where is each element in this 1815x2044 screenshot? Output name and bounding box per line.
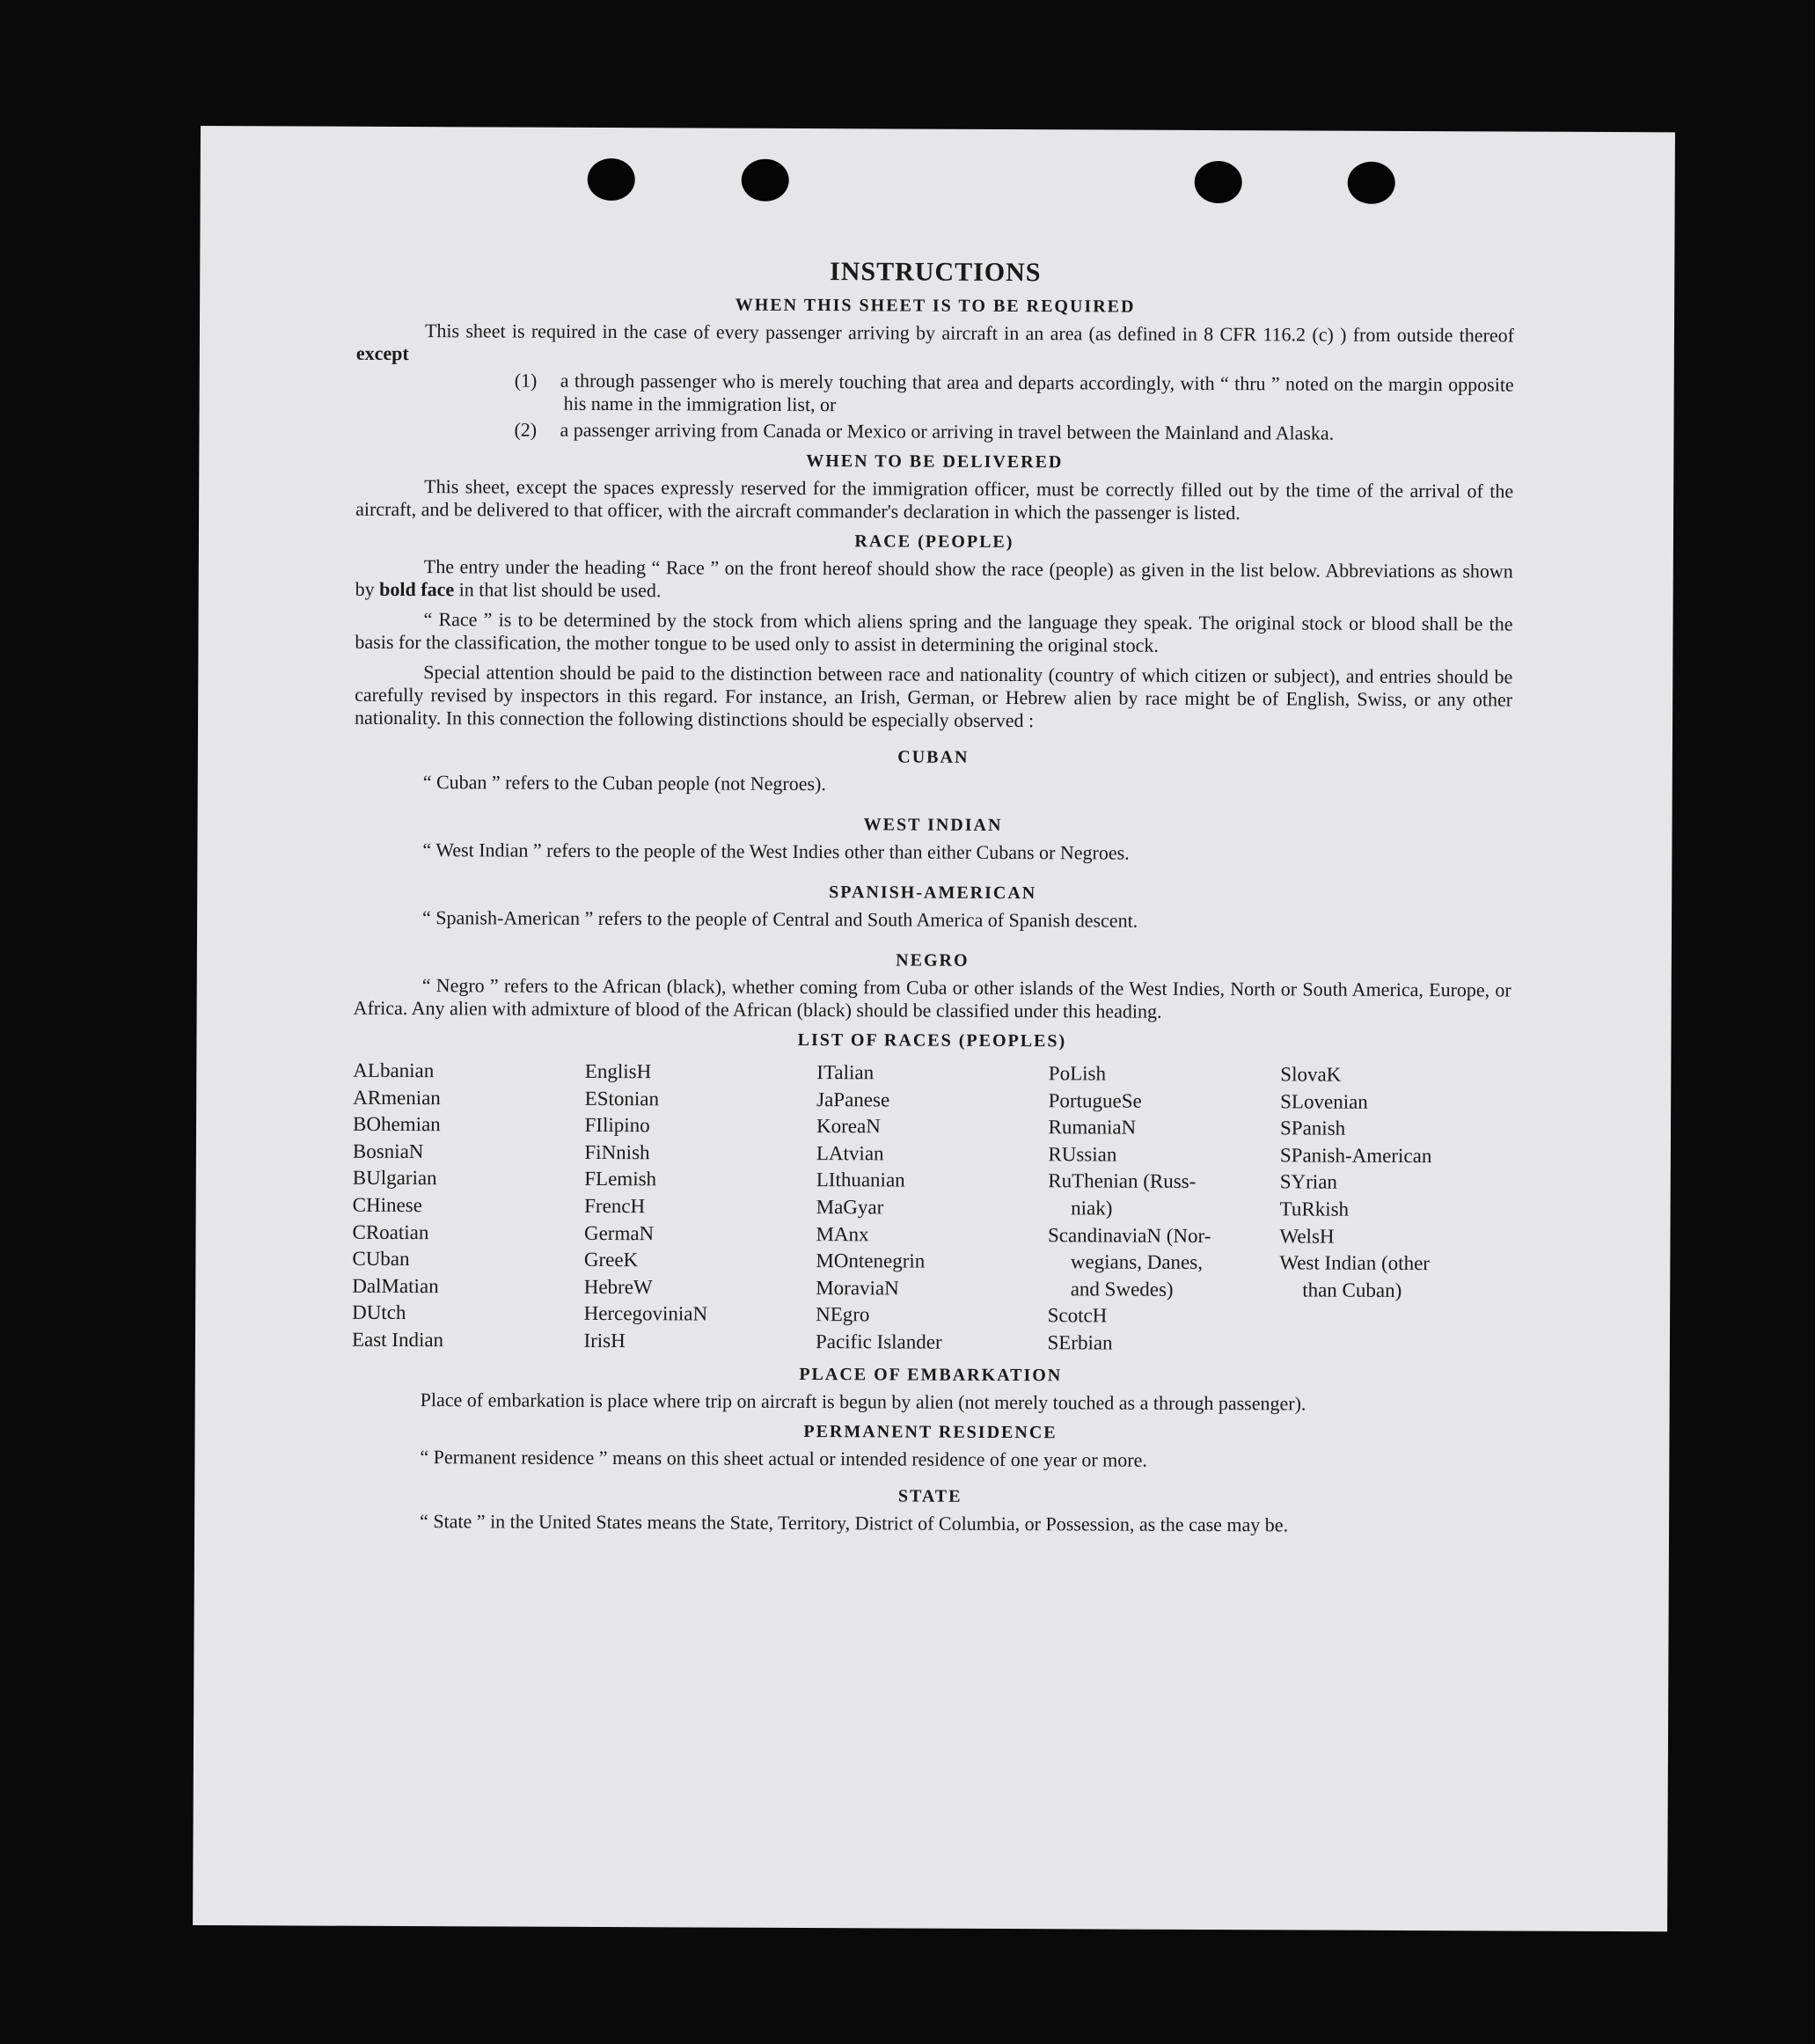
race-entry: SErbian xyxy=(1047,1331,1113,1354)
race-entry: EStonian xyxy=(584,1087,660,1110)
race-paragraph-3: Special attention should be paid to the distinction between race and nationality (country of which citizen or subject), and entries should be carefully revised by inspectors in this regard. For instance, an Irish, German, or Hebrew alien by race might be of English, Swiss, or any other nationality. In this connection the following distinctions should be especially observed : xyxy=(355,661,1513,732)
race-entry: BUlgarian xyxy=(352,1167,437,1190)
punch-hole xyxy=(588,158,635,201)
race-entry: LIthuanian xyxy=(816,1169,905,1191)
negro-text: “ Negro ” refers to the African (black), whether coming from Cuba or other islands of the West Indies, North or South America, Europe, or Africa. Any alien with admixture of blood of the African (black) should be classified under this heading. xyxy=(353,974,1511,1022)
heading-negro: NEGRO xyxy=(896,950,970,971)
race-entry: NEgro xyxy=(816,1303,870,1326)
race-entry-continued: and Swedes) xyxy=(1070,1278,1174,1300)
heading-race: RACE (PEOPLE) xyxy=(854,531,1014,553)
race-entry: GermaN xyxy=(583,1221,655,1244)
race-entry: SPanish-American xyxy=(1279,1144,1432,1167)
race-paragraph-2: “ Race ” is to be determined by the stock from which aliens spring and the language they speak. The original stock or blood shall be the basis for the classification, the mother tongue to be used only to assist in determining the original stock. xyxy=(355,608,1513,656)
race-entry: LAtvian xyxy=(816,1141,884,1165)
race-entry: RuThenian (Russ- xyxy=(1048,1169,1197,1193)
race-entry: SLovenian xyxy=(1280,1089,1368,1113)
race-entry: FIlipino xyxy=(584,1114,650,1137)
spanish-american-text: “ Spanish-American ” refers to the people of Central and South America of Spanish descent. xyxy=(422,906,1138,932)
instructions-content xyxy=(351,255,1514,1537)
race-entry-continued: niak) xyxy=(1071,1197,1113,1220)
race-entry: PortugueSe xyxy=(1048,1088,1142,1112)
races-column xyxy=(352,1058,583,1355)
punch-hole xyxy=(1348,162,1395,204)
race-entry: MoraviaN xyxy=(816,1276,899,1300)
race-entry: EnglisH xyxy=(584,1059,652,1083)
required-intro: This sheet is required in the case of every passenger arriving by aircraft in an area (as defined in 8 CFR 116.2 (c) ) from outside thereof except xyxy=(355,319,1515,365)
races-column xyxy=(1279,1061,1511,1359)
race-entry: IrisH xyxy=(583,1329,626,1352)
race-entry: SPanish xyxy=(1279,1117,1346,1139)
race-entry: HebreW xyxy=(583,1275,653,1299)
race-entry: MaGyar xyxy=(816,1196,884,1219)
race-entry: CUban xyxy=(352,1247,410,1271)
race-entry: FLemish xyxy=(584,1168,657,1191)
race-entry: East Indian xyxy=(351,1328,444,1352)
race-entry: TuRkish xyxy=(1279,1198,1350,1220)
heading-when-required: WHEN THIS SHEET IS TO BE REQUIRED xyxy=(735,295,1136,317)
race-entry: CRoatian xyxy=(352,1220,429,1243)
race-entry: BosniaN xyxy=(352,1139,424,1162)
race-entry: KoreaN xyxy=(816,1115,881,1138)
residence-text: “ Permanent residence ” means on this sheet actual or intended residence of one year or more. xyxy=(420,1445,1147,1471)
west-indian-text: “ West Indian ” refers to the people of the West Indies other than either Cubans or Negroes. xyxy=(422,839,1130,864)
race-entry: MOntenegrin xyxy=(816,1249,926,1272)
races-column xyxy=(583,1059,815,1356)
races-column xyxy=(1047,1060,1278,1358)
heading-when-delivered: WHEN TO BE DELIVERED xyxy=(806,451,1064,473)
heading-cuban: CUBAN xyxy=(897,747,970,767)
race-entry: SlovaK xyxy=(1280,1063,1342,1086)
race-entry: FrencH xyxy=(584,1194,646,1218)
race-entry: GreeK xyxy=(583,1249,639,1271)
embarkation-text: Place of embarkation is place where trip on aircraft is begun by alien (not merely touched as a through passenger). xyxy=(420,1388,1306,1415)
race-entry: ALbanian xyxy=(353,1059,435,1082)
heading-spanish-american: SPANISH-AMERICAN xyxy=(829,883,1037,904)
races-column xyxy=(816,1059,1047,1357)
state-text: “ State ” in the United States means the State, Territory, District of Columbia, or Possession, as the case may be. xyxy=(420,1509,1289,1535)
race-entry: SYrian xyxy=(1279,1170,1338,1194)
required-item-2: (2) a passenger arriving from Canada or Mexico or arriving in travel between the Mainland and Alaska. xyxy=(514,418,1335,444)
heading-west-indian: WEST INDIAN xyxy=(863,815,1003,835)
race-entry: DUtch xyxy=(352,1301,406,1324)
cuban-text: “ Cuban ” refers to the Cuban people (not Negroes). xyxy=(422,771,826,795)
race-entry: MAnx xyxy=(816,1222,869,1245)
race-entry: JaPanese xyxy=(816,1088,890,1111)
race-entry: PoLish xyxy=(1048,1062,1107,1085)
page-title: INSTRUCTIONS xyxy=(830,257,1042,288)
race-entry: HercegoviniaN xyxy=(583,1302,708,1325)
race-entry: RumaniaN xyxy=(1048,1116,1137,1139)
punch-hole xyxy=(1195,161,1242,203)
delivered-text: This sheet, except the spaces expressly reserved for the immigration officer, must be correctly filled out by the time of the arrival of the aircraft, and be delivered to that officer, with the aircraft commander's declaration in which the passenger is listed. xyxy=(355,475,1514,524)
race-entry: ARmenian xyxy=(353,1086,441,1109)
race-paragraph-1: The entry under the heading “ Race ” on the front hereof should show the race (people) as given in the list below. Abbreviations as shown by bold face in that list should be used. xyxy=(355,555,1513,602)
heading-embarkation: PLACE OF EMBARKATION xyxy=(799,1364,1063,1385)
race-entry: West Indian (other xyxy=(1279,1251,1431,1275)
heading-state: STATE xyxy=(897,1486,962,1506)
race-entry: Pacific Islander xyxy=(815,1330,942,1353)
races-list xyxy=(352,1058,1511,1359)
race-entry: DalMatian xyxy=(352,1274,439,1297)
race-entry: FiNnish xyxy=(584,1140,650,1164)
required-item-1: (1) a through passenger who is merely touching that area and departs accordingly, with “ thru ” noted on the margin opposite his name in the immigration list, or xyxy=(514,369,1514,416)
race-entry: ITalian xyxy=(816,1061,875,1084)
race-entry: WelsH xyxy=(1279,1224,1335,1248)
race-entry: RUssian xyxy=(1048,1142,1117,1166)
race-entry-continued: than Cuban) xyxy=(1302,1278,1402,1301)
race-entry: CHinese xyxy=(352,1193,422,1217)
race-entry-continued: wegians, Danes, xyxy=(1070,1250,1204,1274)
race-entry: ScandinaviaN (Nor- xyxy=(1047,1223,1211,1247)
heading-permanent-residence: PERMANENT RESIDENCE xyxy=(803,1421,1058,1442)
race-entry: ScotcH xyxy=(1047,1304,1108,1327)
punch-hole xyxy=(742,159,789,201)
race-entry: BOhemian xyxy=(352,1112,441,1136)
document-page xyxy=(193,126,1675,1931)
heading-list-of-races: LIST OF RACES (PEOPLES) xyxy=(797,1029,1067,1051)
